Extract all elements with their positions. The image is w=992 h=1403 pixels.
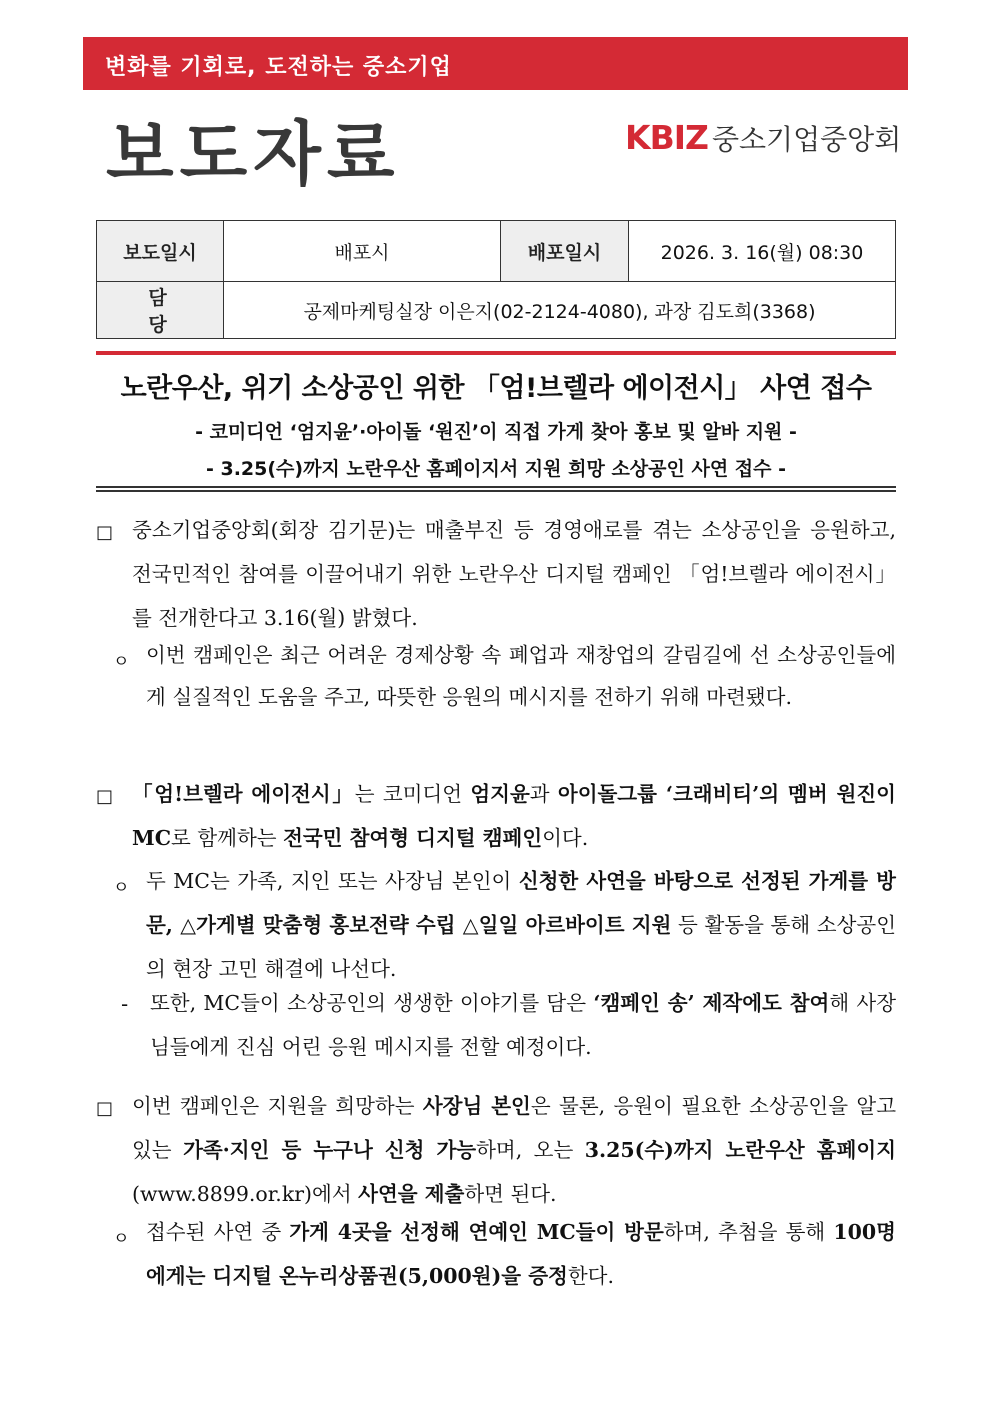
text: 은 물론, 응원이 필요한 소상공인을 알고 있는: [132, 1094, 896, 1162]
bold-text: 100명에게는 디지털 온누리상품권(5,000원)을 증정: [146, 1220, 896, 1288]
website-url: (www.8899.or.kr)에서: [132, 1182, 359, 1206]
text: 하며, 추첨을 통해: [663, 1220, 834, 1244]
headline: 노란우산, 위기 소상공인 위한 「엄!브렐라 에이전시」 사연 접수: [120, 373, 872, 404]
document-title: 보도자료: [106, 113, 401, 195]
paragraph-3: [132, 1084, 896, 1216]
double-divider-bottom: [96, 490, 896, 492]
release-label: 보도일시: [97, 221, 224, 282]
bold-text: 엄지윤: [470, 782, 530, 806]
release-value: 배포시: [224, 221, 501, 282]
paragraph-1a: [146, 634, 896, 718]
paragraph-2b: [150, 981, 896, 1069]
bold-text: 3.25(수)까지 노란우산 홈페이지: [584, 1138, 897, 1162]
paragraph-2: [132, 772, 896, 860]
bold-text: 전국민 참여형 디지털 캠페인: [283, 826, 543, 850]
text: 등 활동을 통해 소상공인의 현장 고민 해결에 나선다.: [146, 913, 896, 981]
text: 하면 된다.: [464, 1182, 557, 1206]
logo-org-name: 중소기업중앙회: [711, 123, 902, 156]
text: 접수된 사연 중: [146, 1220, 290, 1244]
square-bullet: □: [96, 522, 114, 543]
double-divider-top: [96, 486, 896, 488]
kbiz-logo: [625, 118, 901, 162]
text: 이다.: [542, 826, 589, 850]
logo-brand: KBIZ: [625, 118, 708, 157]
square-bullet: □: [96, 1098, 114, 1119]
text: 하며, 오는: [476, 1138, 585, 1162]
square-bullet: □: [96, 786, 114, 807]
circle-bullet: ㅇ: [113, 878, 130, 898]
banner-slogan: 변화를 기회로, 도전하는 중소기업: [105, 55, 452, 80]
text: 과: [529, 782, 558, 806]
paragraph-1a-text: 이번 캠페인은 최근 어려운 경제상황 속 폐업과 재창업의 갈림길에 선 소상공인들에게 실질적인 도움을 주고, 따뜻한 응원의 메시지를 전하기 위해 마련됐다.: [146, 643, 896, 709]
distribution-value: 2026. 3. 16(월) 08:30: [629, 221, 896, 282]
text: 로 함께하는: [171, 826, 284, 850]
text: 한다.: [567, 1264, 614, 1288]
top-banner: [83, 37, 908, 90]
bold-text: 신청한 사연을 바탕으로 선정된 가게를 방문, △가게별 맞춤형 홍보전략 수립 △일일 아르바이트 지원: [146, 869, 896, 937]
red-divider: [96, 351, 896, 355]
contact-value: 공제마케팅실장 이은지(02-2124-4080), 과장 김도희(3368): [224, 282, 896, 339]
contact-label: 담 당: [97, 282, 224, 339]
bold-text: 아이돌그룹 ‘크래비티’의 멤버 원진이 MC: [132, 782, 896, 850]
text: 이번 캠페인은 지원을 희망하는: [132, 1094, 423, 1118]
release-info-table: [96, 220, 896, 339]
text: 두 MC는 가족, 지인 또는 사장님 본인이: [146, 869, 519, 893]
bold-text: 가족·지인 등 누구나 신청 가능: [183, 1138, 477, 1162]
bold-text: 사연을 제출: [358, 1182, 465, 1206]
paragraph-2a: [146, 859, 896, 991]
subheadline-2: - 3.25(수)까지 노란우산 홈페이지서 지원 희망 소상공인 사연 접수 -: [205, 458, 787, 480]
bold-text: ‘캠페인 송’ 제작에도 참여: [593, 991, 830, 1015]
text: 해 사장님들에게 진심 어린 응원 메시지를 전할 예정이다.: [150, 991, 896, 1059]
campaign-name: 「엄!브렐라 에이전시」: [132, 782, 355, 806]
circle-bullet: ㅇ: [113, 652, 130, 672]
dash-bullet: -: [121, 992, 129, 1016]
distribution-label: 배포일시: [501, 221, 629, 282]
subheadline-1: - 코미디언 ‘엄지윤’·아이돌 ‘원진’이 직접 가게 찾아 홍보 및 알바 지원 -: [195, 421, 797, 443]
circle-bullet: ㅇ: [113, 1229, 130, 1249]
paragraph-1-text: 중소기업중앙회(회장 김기문)는 매출부진 등 경영애로를 겪는 소상공인을 응원하고, 전국민적인 참여를 이끌어내기 위한 노란우산 디지털 캠페인 「엄!브렐라 에이전시」를 전개한다고 3.16(월) 밝혔다.: [132, 518, 896, 630]
text: 또한, MC들이 소상공인의 생생한 이야기를 담은: [150, 991, 594, 1015]
text: 는 코미디언: [354, 782, 471, 806]
bold-text: 사장님 본인: [422, 1094, 531, 1118]
bold-text: 가게 4곳을 선정해 연예인 MC들이 방문: [289, 1220, 664, 1244]
paragraph-1: [132, 508, 896, 640]
paragraph-3a: [146, 1210, 896, 1298]
